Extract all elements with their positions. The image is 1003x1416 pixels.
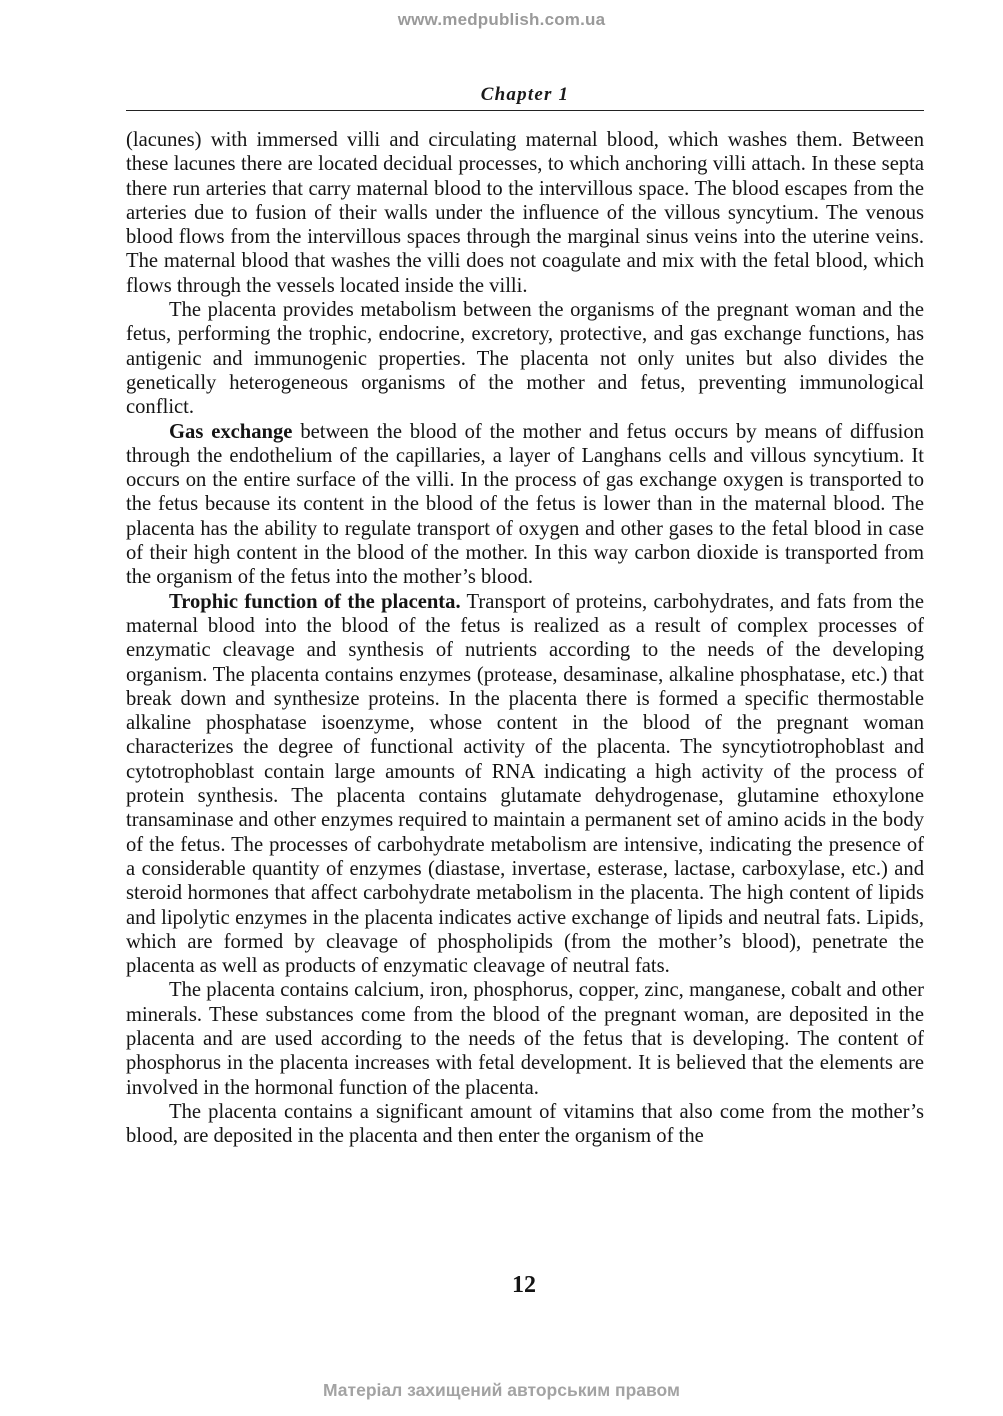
body-text [126,128,924,1148]
paragraph-text: between the blood of the mother and fetus occurs by means of diffusion through the endothelium of the capillaries, a layer of Langhans cells and villous syncytium. It occurs on the entire surface of the villi. In the process of gas exchange oxygen is transported to the fetus because its content in the blood of the fetus is lower than in the maternal blood. The placenta has the ability to regulate transport of oxygen and other gases to the fetal blood in case of their high content in the blood of the mother. In this way carbon dioxide is transported from the organism of the fetus into the mother’s blood. [126,420,924,589]
page-number: 12 [512,1272,536,1298]
paragraph-text: The placenta provides metabolism between the organisms of the pregnant woman and the fetus, performing the trophic, endocrine, excretory, protective, and gas exchange functions, has antigenic and immunogenic properties. The placenta not only unites but also divides the genetically heterogeneous organisms of the mother and fetus, preventing immunological conflict. [126,299,924,419]
paragraph-vitamins [126,1100,924,1149]
paragraph-continuation [126,128,924,298]
paragraph-text: The placenta contains a significant amount of vitamins that also come from the mother’s blood, are deposited in the placenta and then enter the organism of the [126,1100,924,1148]
paragraph-lead-term: Trophic function of the placenta. [169,590,461,613]
watermark-url: www.medpublish.com.ua [397,10,606,29]
paragraph-gas-exchange [126,420,924,590]
paragraph-trophic-function [126,590,924,979]
paragraph-minerals [126,978,924,1099]
paragraph-lead-term: Gas exchange [169,420,293,443]
paragraph-text: (lacunes) with immersed villi and circulating maternal blood, which washes them. Between these lacunes there are located decidual processes, to which anchoring villi attach. In these septa there run arteries that carry maternal blood to the intervillous space. The blood escapes from the arteries due to fusion of their walls under the influence of the villous syncytium. The venous blood flows from the intervillous spaces through the marginal sinus veins into the uterine veins. The maternal blood that washes the villi does not coagulate and mix with the fetal blood, which flows through the vessels located inside the villi. [126,129,924,297]
running-head: Chapter 1 [480,84,570,105]
copyright-watermark: Матеріал захищений авторським правом [323,1380,680,1400]
paragraph-text: Transport of proteins, carbohydrates, and fats from the maternal blood into the blood of the fetus is realized as a result of complex processes of enzymatic cleavage and synthesis of nutrients according to the needs of the developing organism. The placenta contains enzymes (protease, desaminase, alkaline phosphatase, etc.) that break down and synthesize proteins. In the placenta there is formed a specific thermostable alkaline phosphatase isoenzyme, whose content in the blood of the pregnant woman characterizes the degree of functional activity of the placenta. The syncytiotrophoblast and cytotrophoblast contain large amounts of RNA indicating a high activity of the process of protein synthesis. The placenta contains glutamate dehydrogenase, glutamine ethoxylone transaminase and other enzymes required to maintain a permanent set of amino acids in the body of the fetus. The processes of carbohydrate metabolism are intensive, indicating the presence of a considerable quantity of enzymes (diastase, invertase, esterase, lactase, carboxylase, etc.) and steroid hormones that affect carbohydrate metabolism in the placenta. The high content of lipids and lipolytic enzymes in the placenta indicates active exchange of lipids and neutral fats. Lipids, which are formed by cleavage of phospholipids (from the mother’s blood), penetrate the placenta as well as products of enzymatic cleavage of neutral fats. [126,590,924,978]
paragraph-placenta-metabolism [126,298,924,419]
header-rule [126,110,924,111]
paragraph-text: The placenta contains calcium, iron, phosphorus, copper, zinc, manganese, cobalt and other minerals. These substances come from the blood of the pregnant woman, are deposited in the placenta and are used according to the needs of the fetus that is developing. The content of phosphorus in the placenta increases with fetal development. It is believed that the elements are involved in the hormonal function of the placenta. [126,979,924,1099]
